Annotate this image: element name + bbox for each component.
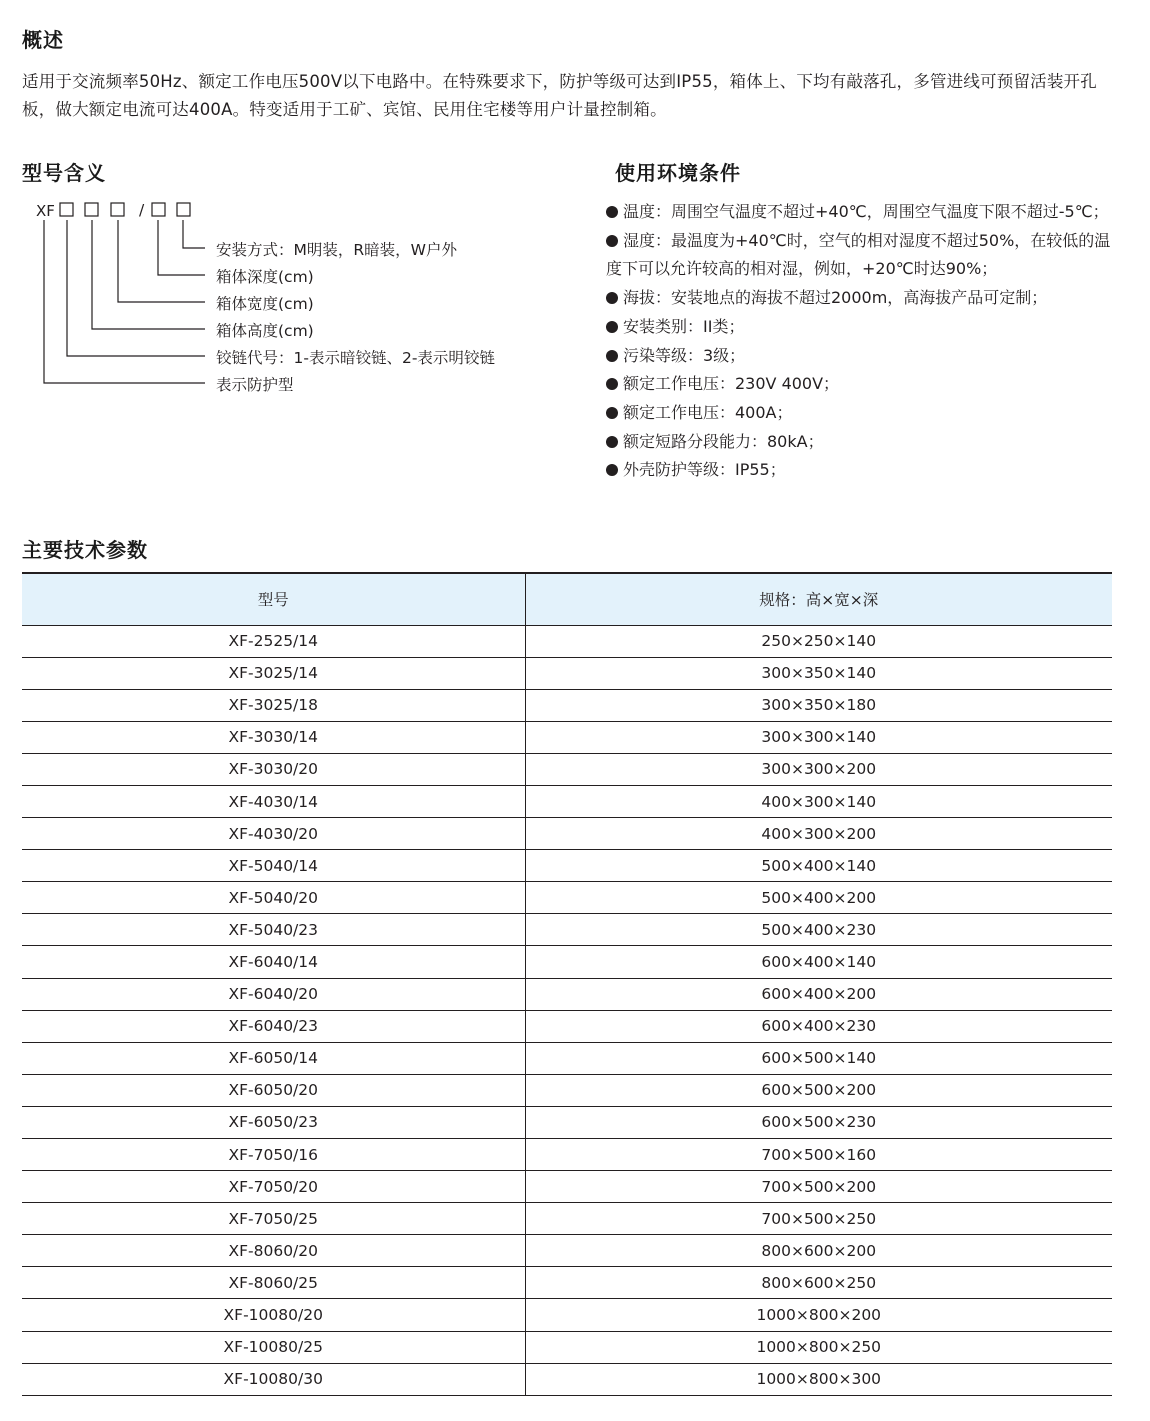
cell-spec: 700×500×160 (525, 1139, 1112, 1171)
cell-model: XF-10080/25 (22, 1331, 525, 1363)
cell-spec: 1000×800×250 (525, 1331, 1112, 1363)
list-item: 污染等级：3级； (606, 342, 1126, 371)
params-title: 主要技术参数 (22, 538, 148, 562)
placeholder-box (85, 203, 98, 216)
table-row (22, 785, 1112, 817)
table-row (22, 1106, 1112, 1138)
bullet-icon (606, 235, 618, 247)
table-row (22, 1010, 1112, 1042)
leader-line (67, 220, 205, 356)
table-row (22, 1171, 1112, 1203)
list-item: 湿度：最温度为+40℃时，空气的相对湿度不超过50%，在较低的温度下可以允许较高的相对湿，例如，+20℃时达90%； (606, 230, 1111, 279)
bullet-icon (606, 350, 618, 362)
cell-spec: 700×500×200 (525, 1171, 1112, 1203)
cell-model: XF-5040/23 (22, 914, 525, 946)
cell-spec: 600×500×200 (525, 1074, 1112, 1106)
environment-title: 使用环境条件 (615, 161, 741, 185)
table-row (22, 946, 1112, 978)
table-row (22, 1331, 1112, 1363)
cell-spec: 500×400×140 (525, 850, 1112, 882)
cell-model: XF-5040/20 (22, 882, 525, 914)
cell-spec: 300×350×180 (525, 689, 1112, 721)
table-row (22, 1299, 1112, 1331)
model-diagram (30, 195, 590, 405)
table-row (22, 914, 1112, 946)
cell-spec: 800×600×250 (525, 1267, 1112, 1299)
cell-spec: 700×500×250 (525, 1203, 1112, 1235)
cell-model: XF-7050/20 (22, 1171, 525, 1203)
table-row (22, 850, 1112, 882)
table-row (22, 753, 1112, 785)
bullet-icon (606, 436, 618, 448)
list-item: 温度：周围空气温度不超过+40℃，周围空气温度下限不超过-5℃； (606, 198, 1126, 227)
table-row (22, 689, 1112, 721)
params-table (22, 572, 1112, 1396)
model-label-height: 箱体高度(cm) (216, 322, 314, 340)
cell-model: XF-6050/20 (22, 1074, 525, 1106)
model-label-install: 安装方式：M明装，R暗装，W户外 (216, 241, 457, 259)
bullet-icon (606, 321, 618, 333)
table-header-row (22, 573, 1112, 625)
cell-spec: 300×350×140 (525, 657, 1112, 689)
cell-model: XF-3030/20 (22, 753, 525, 785)
bullet-icon (606, 407, 618, 419)
cell-model: XF-3025/14 (22, 657, 525, 689)
cell-spec: 250×250×140 (525, 625, 1112, 657)
table-row (22, 1267, 1112, 1299)
cell-model: XF-4030/20 (22, 818, 525, 850)
cell-spec: 600×500×230 (525, 1106, 1112, 1138)
placeholder-box (177, 203, 190, 216)
placeholder-box (152, 203, 165, 216)
cell-model: XF-4030/14 (22, 785, 525, 817)
table-row (22, 1042, 1112, 1074)
leader-line (183, 220, 205, 248)
cell-spec: 600×400×200 (525, 978, 1112, 1010)
cell-model: XF-10080/30 (22, 1363, 525, 1395)
bullet-icon (606, 206, 618, 218)
cell-spec: 600×500×140 (525, 1042, 1112, 1074)
cell-spec: 500×400×230 (525, 914, 1112, 946)
model-slash: / (139, 201, 145, 219)
cell-spec: 300×300×200 (525, 753, 1112, 785)
cell-model: XF-10080/20 (22, 1299, 525, 1331)
params-table-body (22, 625, 1112, 1395)
cell-spec: 600×400×230 (525, 1010, 1112, 1042)
cell-model: XF-3025/18 (22, 689, 525, 721)
model-title: 型号含义 (22, 161, 106, 185)
cell-model: XF-2525/14 (22, 625, 525, 657)
cell-model: XF-6050/14 (22, 1042, 525, 1074)
leader-line (118, 220, 205, 302)
list-item: 安装类别：II类； (606, 313, 1126, 342)
list-item: 额定短路分段能力：80kA； (606, 428, 1126, 457)
column-header-model: 型号 (22, 573, 525, 625)
cell-spec: 1000×800×300 (525, 1363, 1112, 1395)
table-row (22, 1074, 1112, 1106)
cell-spec: 500×400×200 (525, 882, 1112, 914)
table-row (22, 818, 1112, 850)
cell-model: XF-7050/25 (22, 1203, 525, 1235)
cell-model: XF-3030/14 (22, 721, 525, 753)
cell-model: XF-7050/16 (22, 1139, 525, 1171)
table-row (22, 1363, 1112, 1395)
table-row (22, 1235, 1112, 1267)
table-row (22, 657, 1112, 689)
column-header-spec: 规格：高×宽×深 (525, 573, 1112, 625)
table-row (22, 978, 1112, 1010)
cell-model: XF-6040/14 (22, 946, 525, 978)
bullet-icon (606, 464, 618, 476)
table-row (22, 1139, 1112, 1171)
bullet-icon (606, 378, 618, 390)
cell-spec: 400×300×140 (525, 785, 1112, 817)
list-item: 海拔：安装地点的海拔不超过2000m，高海拔产品可定制； (606, 284, 1126, 313)
bullet-icon (606, 292, 618, 304)
list-item: 额定工作电压：400A； (606, 399, 1126, 428)
overview-title: 概述 (22, 28, 64, 52)
table-row (22, 721, 1112, 753)
table-row (22, 1203, 1112, 1235)
table-row (22, 625, 1112, 657)
table-row (22, 882, 1112, 914)
list-item: 外壳防护等级：IP55； (606, 456, 1126, 485)
cell-spec: 600×400×140 (525, 946, 1112, 978)
cell-model: XF-8060/20 (22, 1235, 525, 1267)
model-label-depth: 箱体深度(cm) (216, 268, 314, 286)
cell-spec: 300×300×140 (525, 721, 1112, 753)
cell-model: XF-6050/23 (22, 1106, 525, 1138)
cell-model: XF-6040/20 (22, 978, 525, 1010)
placeholder-box (111, 203, 124, 216)
cell-spec: 1000×800×200 (525, 1299, 1112, 1331)
model-label-hinge: 铰链代号：1-表示暗铰链、2-表示明铰链 (216, 349, 495, 367)
list-item: 额定工作电压：230V 400V； (606, 370, 1126, 399)
model-label-width: 箱体宽度(cm) (216, 295, 314, 313)
cell-spec: 400×300×200 (525, 818, 1112, 850)
environment-list (606, 198, 1126, 485)
cell-spec: 800×600×200 (525, 1235, 1112, 1267)
model-prefix: XF (36, 202, 55, 220)
overview-text: 适用于交流频率50Hz、额定工作电压500V以下电路中。在特殊要求下，防护等级可达到IP55，箱体上、下均有敲落孔，多管进线可预留活装开孔板，做大额定电流可达400A。特变适用于工矿、宾馆、民用住宅楼等用户计量控制箱。 (22, 72, 1097, 119)
cell-model: XF-6040/23 (22, 1010, 525, 1042)
model-label-protection: 表示防护型 (216, 376, 294, 394)
placeholder-box (60, 203, 73, 216)
cell-model: XF-5040/14 (22, 850, 525, 882)
cell-model: XF-8060/25 (22, 1267, 525, 1299)
